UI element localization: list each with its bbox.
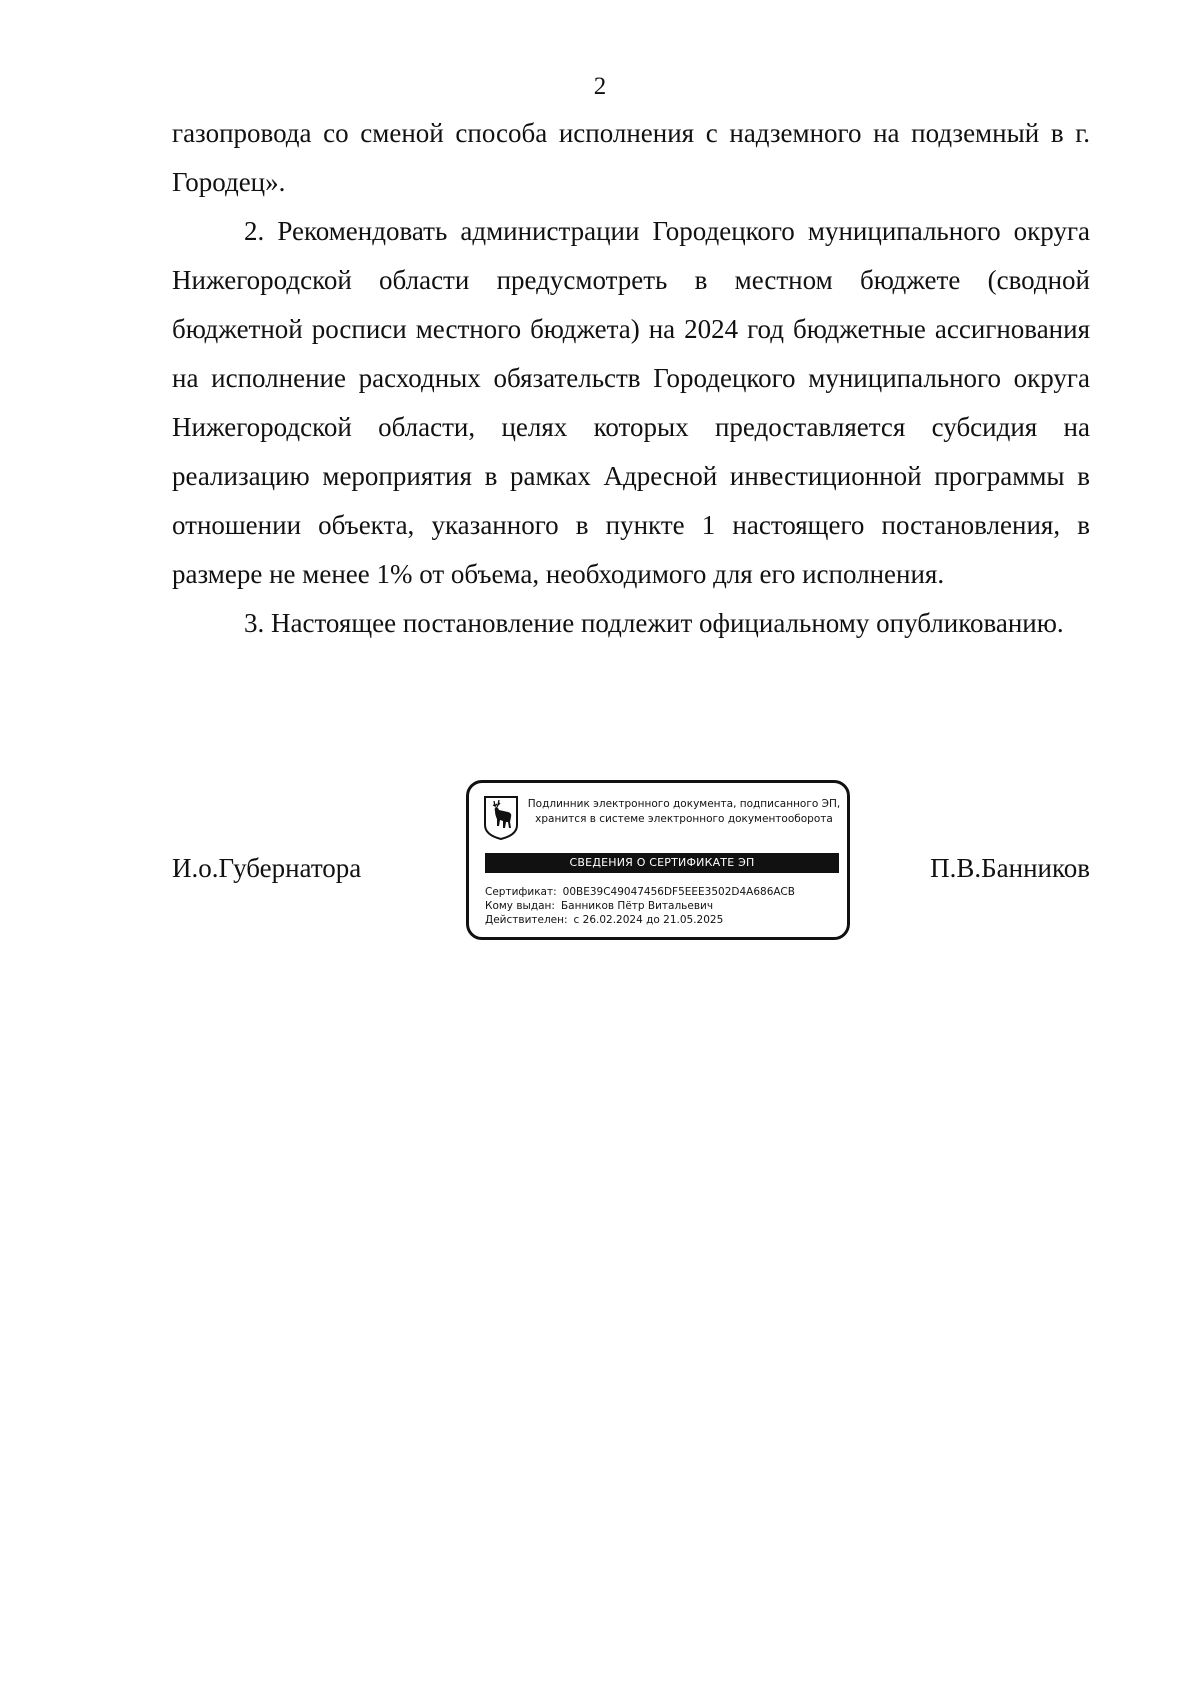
issued-to-label: Кому выдан: [485, 900, 555, 912]
stamp-header-line-1: Подлинник электронного документа, подписанного ЭП, [527, 798, 841, 810]
stamp-header [527, 797, 841, 827]
certificate-value: 00BE39C49047456DF5EEE3502D4A686ACB [562, 886, 795, 898]
page-number: 2 [593, 73, 607, 100]
certificate-label: Сертификат: [485, 886, 557, 898]
paragraph-continuation: газопровода со сменой способа исполнения с надземного на подземный в г. Городец». [172, 118, 1090, 197]
stamp-issued-to-row [485, 899, 841, 913]
electronic-signature-stamp [466, 780, 850, 940]
signer-name: П.В.Банников [930, 853, 1090, 883]
paragraph-item-2: 2. Рекомендовать администрации Городецкого муниципального округа Нижегородской области предусмотреть в местном бюджете (сводной бюджетной росписи местного бюджета) на 2024 год бюджетные ассигнования на исполнение расходных обязательств Городецкого муниципального округа Нижегородской области, целях которых предоставляется субсидия на реализацию мероприятия в рамках Адресной инвестиционной программы в отношении объекта, указанного в пункте 1 настоящего постановления, в размере не менее 1% от объема, необходимого для его исполнения. [172, 216, 1090, 589]
stamp-header-line-2: хранится в системе электронного документооборота [535, 813, 833, 825]
nizhny-novgorod-deer-emblem-icon [483, 795, 519, 841]
valid-label: Действителен: [485, 914, 568, 926]
signer-title: И.о.Губернатора [172, 853, 362, 883]
stamp-details [485, 885, 841, 927]
paragraph-item-3: 3. Настоящее постановление подлежит официальному опубликованию. [244, 608, 1064, 638]
issued-to-value: Банников Пётр Витальевич [560, 900, 714, 912]
stamp-valid-row [485, 913, 841, 927]
valid-value: с 26.02.2024 до 21.05.2025 [573, 914, 724, 926]
document-body [172, 109, 1090, 648]
stamp-certificate-row [485, 885, 841, 899]
stamp-certificate-bar: СВЕДЕНИЯ О СЕРТИФИКАТЕ ЭП [485, 853, 839, 873]
